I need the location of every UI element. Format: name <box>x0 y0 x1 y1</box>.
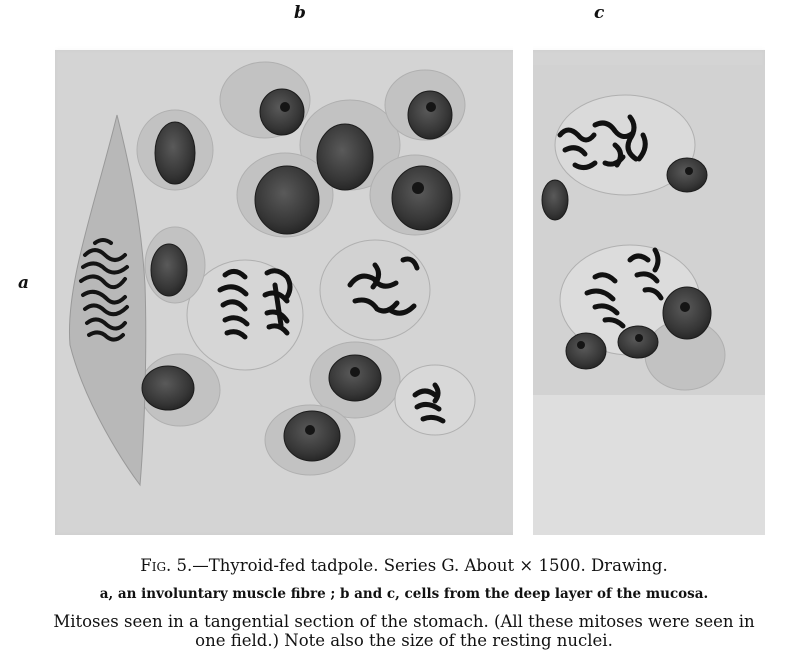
panel-gap <box>513 45 533 535</box>
panel-label-c: c <box>594 3 605 23</box>
figure-caption-line-3a: Mitoses seen in a tangential section of the stomach. (All these mitoses were seen in <box>53 612 755 631</box>
micrograph-drawing <box>55 45 765 535</box>
figure-caption-line-2: a, an involuntary muscle fibre ; b and c, cells from the deep layer of the mucosa. <box>99 586 709 602</box>
figure-caption-line-3b: one field.) Note also the size of the resting nuclei. <box>195 631 613 650</box>
panel-label-a: a <box>18 273 30 293</box>
figure-label: Fig. 5. <box>140 556 193 575</box>
figure-caption-line-1 <box>0 556 808 575</box>
panel-label-b: b <box>294 3 306 23</box>
figure-caption-line-3 <box>0 612 808 650</box>
figure-caption-title: —Thyroid-fed tadpole. Series G. About × 1500. Drawing. <box>192 556 668 575</box>
